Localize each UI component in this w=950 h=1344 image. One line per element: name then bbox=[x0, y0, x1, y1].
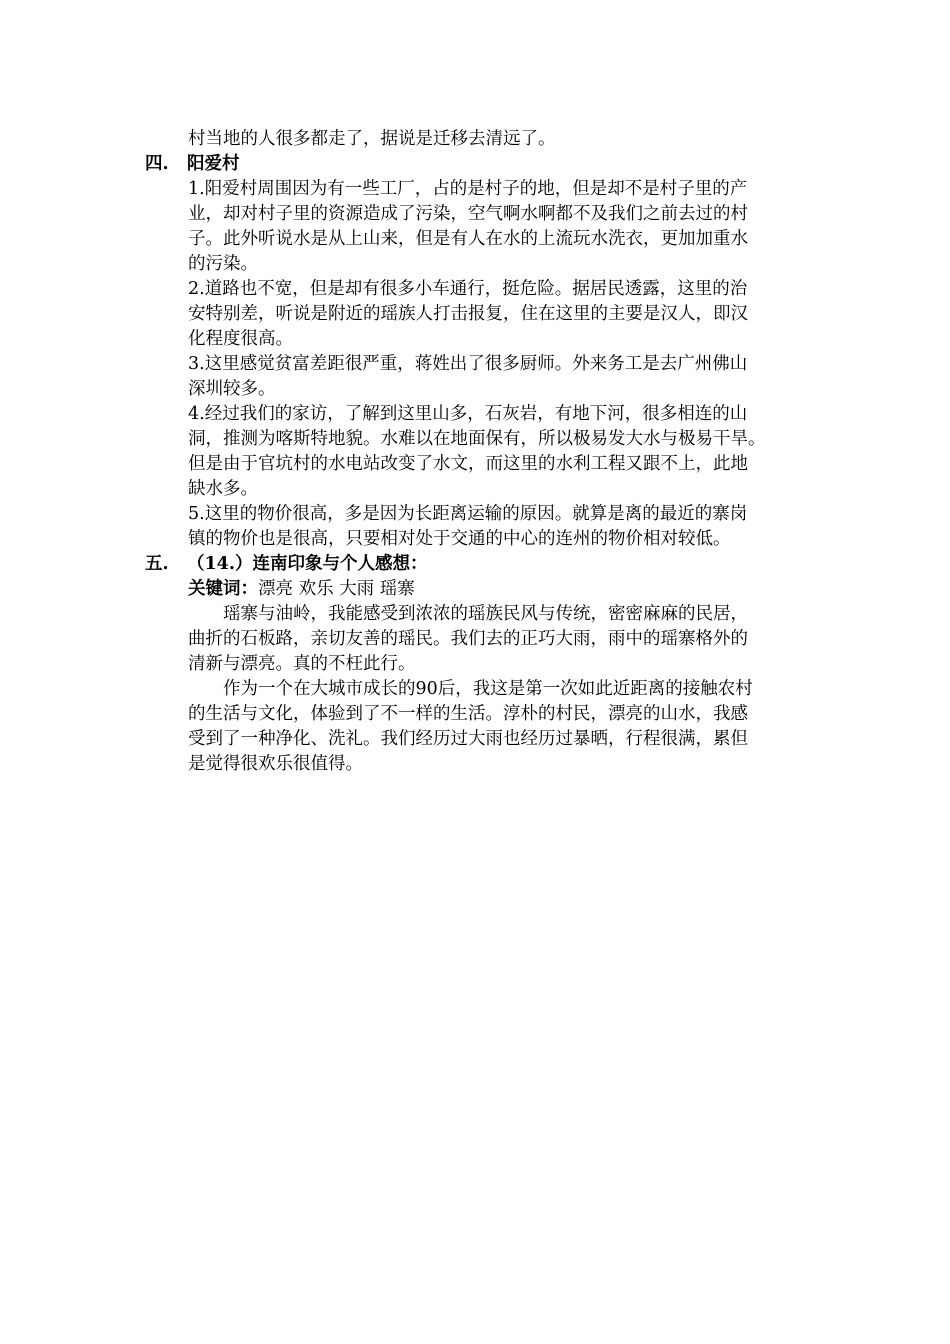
section5-line: 是觉得很欢乐很值得。 bbox=[188, 754, 363, 774]
section5-line: 清新与漂亮。真的不枉此行。 bbox=[188, 654, 416, 674]
section4-number: 四. bbox=[145, 154, 169, 174]
section4-line: 1.阳爱村周围因为有一些工厂，占的是村子的地，但是却不是村子里的产 bbox=[188, 179, 748, 199]
section5-line: 受到了一种净化、洗礼。我们经历过大雨也经历过暴晒，行程很满，累但 bbox=[188, 729, 748, 749]
section5-line: 作为一个在大城市成长的90后，我这是第一次如此近距离的接触农村 bbox=[188, 679, 753, 699]
section5-line: 的生活与文化，体验到了不一样的生活。淳朴的村民，漂亮的山水，我感 bbox=[188, 704, 748, 724]
section4-line: 3.这里感觉贫富差距很严重，蒋姓出了很多厨师。外来务工是去广州佛山 bbox=[188, 354, 748, 374]
section4-line: 缺水多。 bbox=[188, 479, 258, 499]
section4-line: 安特别差，听说是附近的瑶族人打击报复，住在这里的主要是汉人，即汉 bbox=[188, 304, 748, 324]
section5-line: 瑶寨与油岭，我能感受到浓浓的瑶族民风与传统，密密麻麻的民居， bbox=[188, 604, 748, 624]
intro-line-1: 村当地的人很多都走了，据说是迁移去清远了。 bbox=[188, 129, 556, 149]
keywords-line bbox=[188, 577, 848, 602]
section4-line: 2.道路也不宽，但是却有很多小车通行，挺危险。据居民透露，这里的治 bbox=[188, 279, 748, 299]
section4-line: 化程度很高。 bbox=[188, 329, 293, 349]
section4-heading bbox=[145, 152, 240, 177]
section4-line: 5.这里的物价很高，多是因为长距离运输的原因。就算是离的最近的寨岗 bbox=[188, 504, 748, 524]
section4-line: 的污染。 bbox=[188, 254, 258, 274]
section4-line: 4.经过我们的家访，了解到这里山多，石灰岩，有地下河，很多相连的山 bbox=[188, 404, 748, 424]
section4-line: 镇的物价也是很高，只要相对处于交通的中心的连州的物价相对较低。 bbox=[188, 529, 731, 549]
section4-line: 深圳较多。 bbox=[188, 379, 276, 399]
section4-line: 子。此外听说水是从上山来，但是有人在水的上流玩水洗衣，更加加重水 bbox=[188, 229, 748, 249]
section5-line: 曲折的石板路，亲切友善的瑶民。我们去的正巧大雨，雨中的瑶寨格外的 bbox=[188, 629, 748, 649]
section4-title: 阳爱村 bbox=[187, 154, 240, 174]
section4-line: 洞，推测为喀斯特地貌。水难以在地面保有，所以极易发大水与极易干旱。 bbox=[188, 429, 766, 449]
section5-heading bbox=[145, 552, 427, 577]
section5-title: （14.）连南印象与个人感想： bbox=[187, 554, 428, 574]
keywords-label: 关键词： bbox=[188, 579, 258, 599]
section5-number: 五. bbox=[145, 554, 169, 574]
section4-line: 但是由于官坑村的水电站改变了水文，而这里的水利工程又跟不上，此地 bbox=[188, 454, 748, 474]
section4-line: 业，却对村子里的资源造成了污染，空气啊水啊都不及我们之前去过的村 bbox=[188, 204, 748, 224]
keywords-value: 漂亮 欢乐 大雨 瑶寨 bbox=[258, 579, 415, 599]
